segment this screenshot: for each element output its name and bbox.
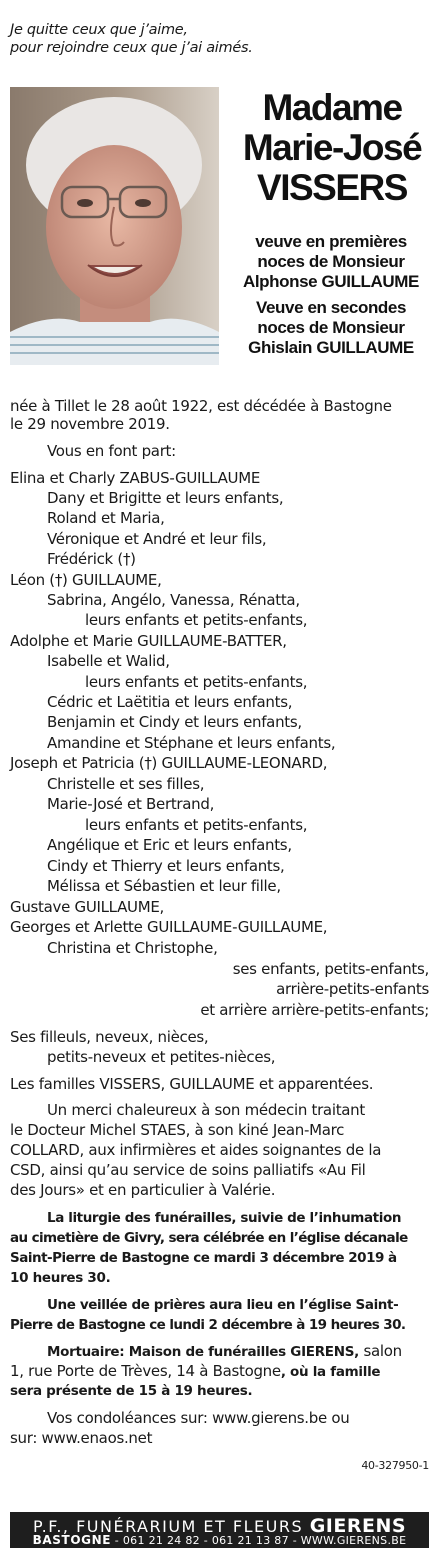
mortuary-line-2 xyxy=(10,1363,380,1381)
thanks-line: le Docteur Michel STAES, à son kiné Jean-Marc xyxy=(10,1121,345,1139)
footer-city: BASTOGNE xyxy=(32,1533,112,1547)
footer-line-2 xyxy=(10,1533,429,1547)
footer-brand: GIERENS xyxy=(309,1515,407,1537)
family-line: leurs enfants et petits-enfants, xyxy=(85,611,308,629)
reference-number: 40-327950-1 xyxy=(361,1459,429,1472)
family-line: Dany et Brigitte et leurs enfants, xyxy=(47,489,284,507)
family-line: Isabelle et Walid, xyxy=(47,652,170,670)
family-line: Marie-José et Bertrand, xyxy=(47,795,215,813)
widow1-line-2: noces de Monsieur xyxy=(257,252,405,271)
family-line: Cindy et Thierry et leurs enfants, xyxy=(47,857,285,875)
closing-line-1: ses enfants, petits-enfants, xyxy=(232,960,429,978)
godchildren-line-1: Ses filleuls, neveux, nièces, xyxy=(10,1028,209,1046)
family-line: leurs enfants et petits-enfants, xyxy=(85,816,308,834)
family-line: Mélissa et Sébastien et leur fille, xyxy=(47,877,281,895)
footer-banner xyxy=(10,1512,429,1548)
thanks-line: COLLARD, aux infirmières et aides soignantes de la xyxy=(10,1141,382,1159)
mortuary-line-3: sera présente de 15 à 19 heures. xyxy=(10,1383,253,1399)
liturgy-line: La liturgie des funérailles, suivie de l’inhumation xyxy=(47,1210,402,1226)
mortuary-rest: salon xyxy=(358,1342,402,1360)
vigil-line-1: Une veillée de prières aura lieu en l’église Saint- xyxy=(47,1297,399,1313)
closing-line-2: arrière-petits-enfants xyxy=(276,980,429,998)
family-line: Amandine et Stéphane et leurs enfants, xyxy=(47,734,336,752)
family-line: Georges et Arlette GUILLAUME-GUILLAUME, xyxy=(10,918,328,936)
portrait-photo xyxy=(10,87,219,365)
family-line: Sabrina, Angélo, Vanessa, Rénatta, xyxy=(47,591,300,609)
mortuary-address: 1, rue Porte de Trèves, 14 à Bastogne xyxy=(10,1362,281,1380)
widow2-line-2: noces de Monsieur xyxy=(257,318,405,337)
thanks-line: Un merci chaleureux à son médecin traitant xyxy=(47,1101,365,1119)
footer-prefix: P.F., FUNÉRARIUM ET FLEURS xyxy=(32,1517,304,1536)
footer-details: - 061 21 24 82 - 061 21 13 87 - WWW.GIERENS.BE xyxy=(111,1534,407,1547)
family-line: Benjamin et Cindy et leurs enfants, xyxy=(47,713,302,731)
quote-line-1: Je quitte ceux que j’aime, xyxy=(10,22,188,38)
thanks-line: des Jours» et en particulier à Valérie. xyxy=(10,1181,276,1199)
liturgy-line: Saint-Pierre de Bastogne ce mardi 3 décembre 2019 à xyxy=(10,1250,397,1266)
widow2-line-3: Ghislain GUILLAUME xyxy=(248,338,414,357)
family-line: Christelle et ses filles, xyxy=(47,775,205,793)
family-line: Frédérick (†) xyxy=(47,550,136,568)
mortuary-line-1 xyxy=(47,1343,402,1361)
condolences-link[interactable]: sur: www.enaos.net xyxy=(10,1429,153,1447)
family-line: Adolphe et Marie GUILLAUME-BATTER, xyxy=(10,632,287,650)
godchildren-line-2: petits-neveux et petites-nièces, xyxy=(47,1048,276,1066)
family-line: Gustave GUILLAUME, xyxy=(10,898,165,916)
closing-line-3: et arrière arrière-petits-enfants; xyxy=(200,1001,429,1019)
vigil-line-2: Pierre de Bastogne ce lundi 2 décembre à 19 heures 30. xyxy=(10,1317,406,1333)
name-title: Madame xyxy=(262,87,402,128)
family-line: Léon (†) GUILLAUME, xyxy=(10,571,162,589)
announce-text: Vous en font part: xyxy=(47,442,176,460)
family-line: Christina et Christophe, xyxy=(47,939,218,957)
quote-line-2: pour rejoindre ceux que j’ai aimés. xyxy=(10,40,253,56)
liturgy-line: au cimetière de Givry, sera célébrée en l’église décanale xyxy=(10,1230,408,1246)
family-line: Cédric et Laëtitia et leurs enfants, xyxy=(47,693,293,711)
liturgy-line: 10 heures 30. xyxy=(10,1270,111,1286)
birth-line-1: née à Tillet le 28 août 1922, est décédée à Bastogne xyxy=(10,397,392,415)
family-line: Roland et Maria, xyxy=(47,509,165,527)
mortuary-label: Mortuaire: Maison de funérailles GIERENS, xyxy=(47,1344,359,1360)
condolences-line-1: Vos condoléances sur: www.gierens.be ou xyxy=(47,1409,350,1427)
family-line: Elina et Charly ZABUS-GUILLAUME xyxy=(10,469,261,487)
mortuary-family: , où la famille xyxy=(280,1364,381,1380)
widow1-line-3: Alphonse GUILLAUME xyxy=(242,272,419,291)
family-line: Joseph et Patricia (†) GUILLAUME-LEONARD, xyxy=(10,754,328,772)
widow1-line-1: veuve en premières xyxy=(255,232,407,251)
thanks-line: CSD, ainsi qu’au service de soins palliatifs «Au Fil xyxy=(10,1161,366,1179)
birth-line-2: le 29 novembre 2019. xyxy=(10,415,170,433)
family-line: Véronique et André et leur fils, xyxy=(47,530,267,548)
family-line: Angélique et Eric et leurs enfants, xyxy=(47,836,292,854)
name-first: Marie-José xyxy=(242,127,422,168)
name-last: VISSERS xyxy=(257,167,407,208)
family-line: leurs enfants et petits-enfants, xyxy=(85,673,308,691)
widow2-line-1: Veuve en secondes xyxy=(255,298,407,317)
families-line: Les familles VISSERS, GUILLAUME et apparentées. xyxy=(10,1075,374,1093)
